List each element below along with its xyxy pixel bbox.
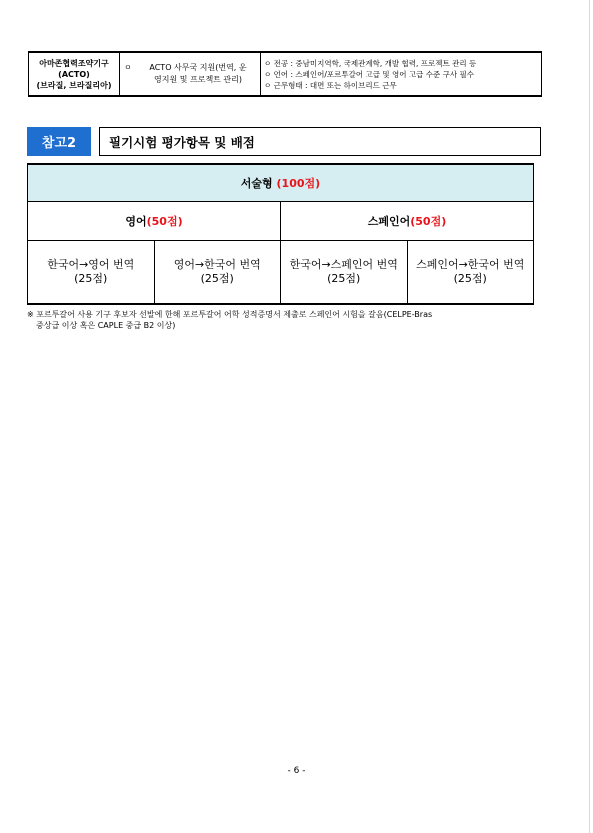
language-score: (50점) [410,215,447,228]
task-line-2: 영지원 및 프로젝트 관리) [153,75,243,84]
org-name: 아마존협력조약기구 [39,58,109,68]
requirements-cell [261,52,542,96]
language-cell-english [28,202,281,241]
task-line-1: ACTO 사무국 지원(번역, 운 [149,63,247,72]
page-number: - 6 - [287,766,306,776]
org-name-cell [29,52,120,96]
exam-type-label: 서술형 [240,177,273,190]
section-title: 필기시험 평가항목 및 배점 [99,127,541,156]
footnote-line-1: ※ 포르투갈어 사용 기구 후보자 선발에 한해 포르투갈어 어학 성적증명서 제출로 스페인어 시험을 갈음(CELPE-Bras [27,310,433,319]
subject-score: (25점) [453,272,487,285]
org-location: (브라질, 브라질리아) [36,80,112,90]
subject-name: 한국어→영어 번역 [47,258,135,271]
subject-name: 영어→한국어 번역 [173,258,261,271]
language-name: 스페인어 [367,215,411,228]
subject-cell [154,241,281,305]
page-edge [589,0,590,833]
reference-label: 참고2 [27,127,91,156]
language-score: (50점) [146,215,183,228]
requirement-major: ㅇ 전공 : 중남미지역학, 국제관계학, 개발 협력, 프로젝트 관리 등 [264,58,477,68]
subject-score: (25점) [200,272,234,285]
requirement-language: ㅇ 언어 : 스페인어/포르투갈어 고급 및 영어 고급 수준 구사 필수 [264,69,475,79]
org-abbr: (ACTO) [58,69,90,79]
exam-type-cell [28,164,534,202]
task-cell [120,52,261,96]
exam-type-score: (100점) [276,177,321,190]
requirement-work-type: ㅇ 근무형태 : 대면 또는 하이브리드 근무 [264,80,397,90]
subject-name: 스페인어→한국어 번역 [416,258,525,271]
language-name: 영어 [125,215,147,228]
task-bullet: ㅇ [124,63,132,72]
exam-score-table [27,163,534,305]
subject-score: (25점) [74,272,108,285]
subject-cell [281,241,408,305]
subject-cell [28,241,155,305]
subject-name: 한국어→스페인어 번역 [289,258,398,271]
org-table [28,51,542,97]
language-cell-spanish [281,202,534,241]
subject-cell [407,241,534,305]
footnote-line-2: 중상급 이상 혹은 CAPLE 중급 B2 이상) [36,321,176,330]
footnote [27,309,547,331]
subject-score: (25점) [327,272,361,285]
